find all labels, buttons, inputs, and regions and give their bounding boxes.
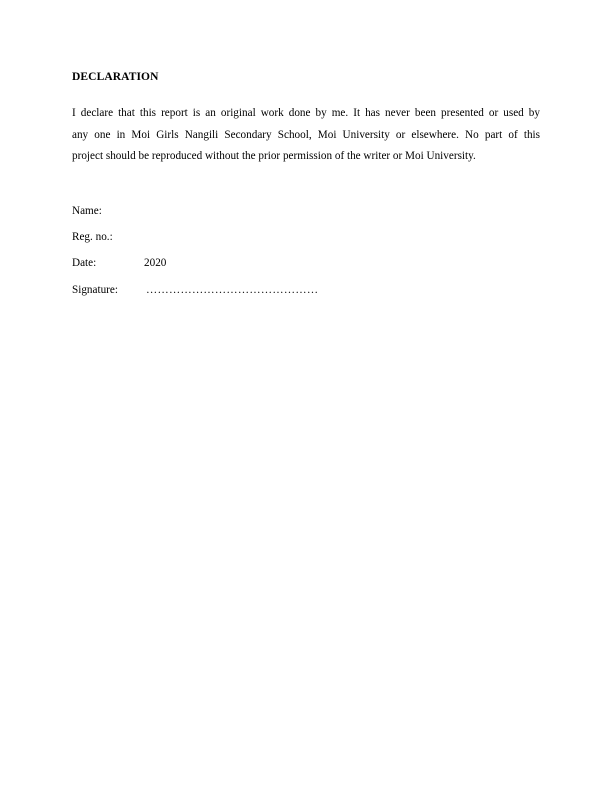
paragraph-line: project should be reproduced without the prior permission of the writer or Moi University.: [72, 150, 476, 162]
signature-field: [72, 283, 319, 297]
paragraph-line: any one in Moi Girls Nangili Secondary School, Moi University or elsewhere. No part of this: [72, 128, 540, 141]
signature-label: Signature:: [72, 284, 118, 296]
name-field: [72, 204, 102, 218]
paragraph-line: I declare that this report is an original work done by me. It has never been presented or used by: [72, 107, 540, 119]
date-label: Date:: [72, 257, 97, 269]
date-field: [72, 256, 167, 270]
name-label: Name:: [72, 205, 102, 217]
declaration-heading: DECLARATION: [72, 71, 159, 83]
date-value: 2020: [144, 257, 167, 269]
signature-line: ………………………………………: [146, 284, 319, 296]
reg-no-field: [72, 230, 113, 244]
declaration-paragraph: [72, 103, 540, 168]
reg-no-label: Reg. no.:: [72, 231, 113, 243]
